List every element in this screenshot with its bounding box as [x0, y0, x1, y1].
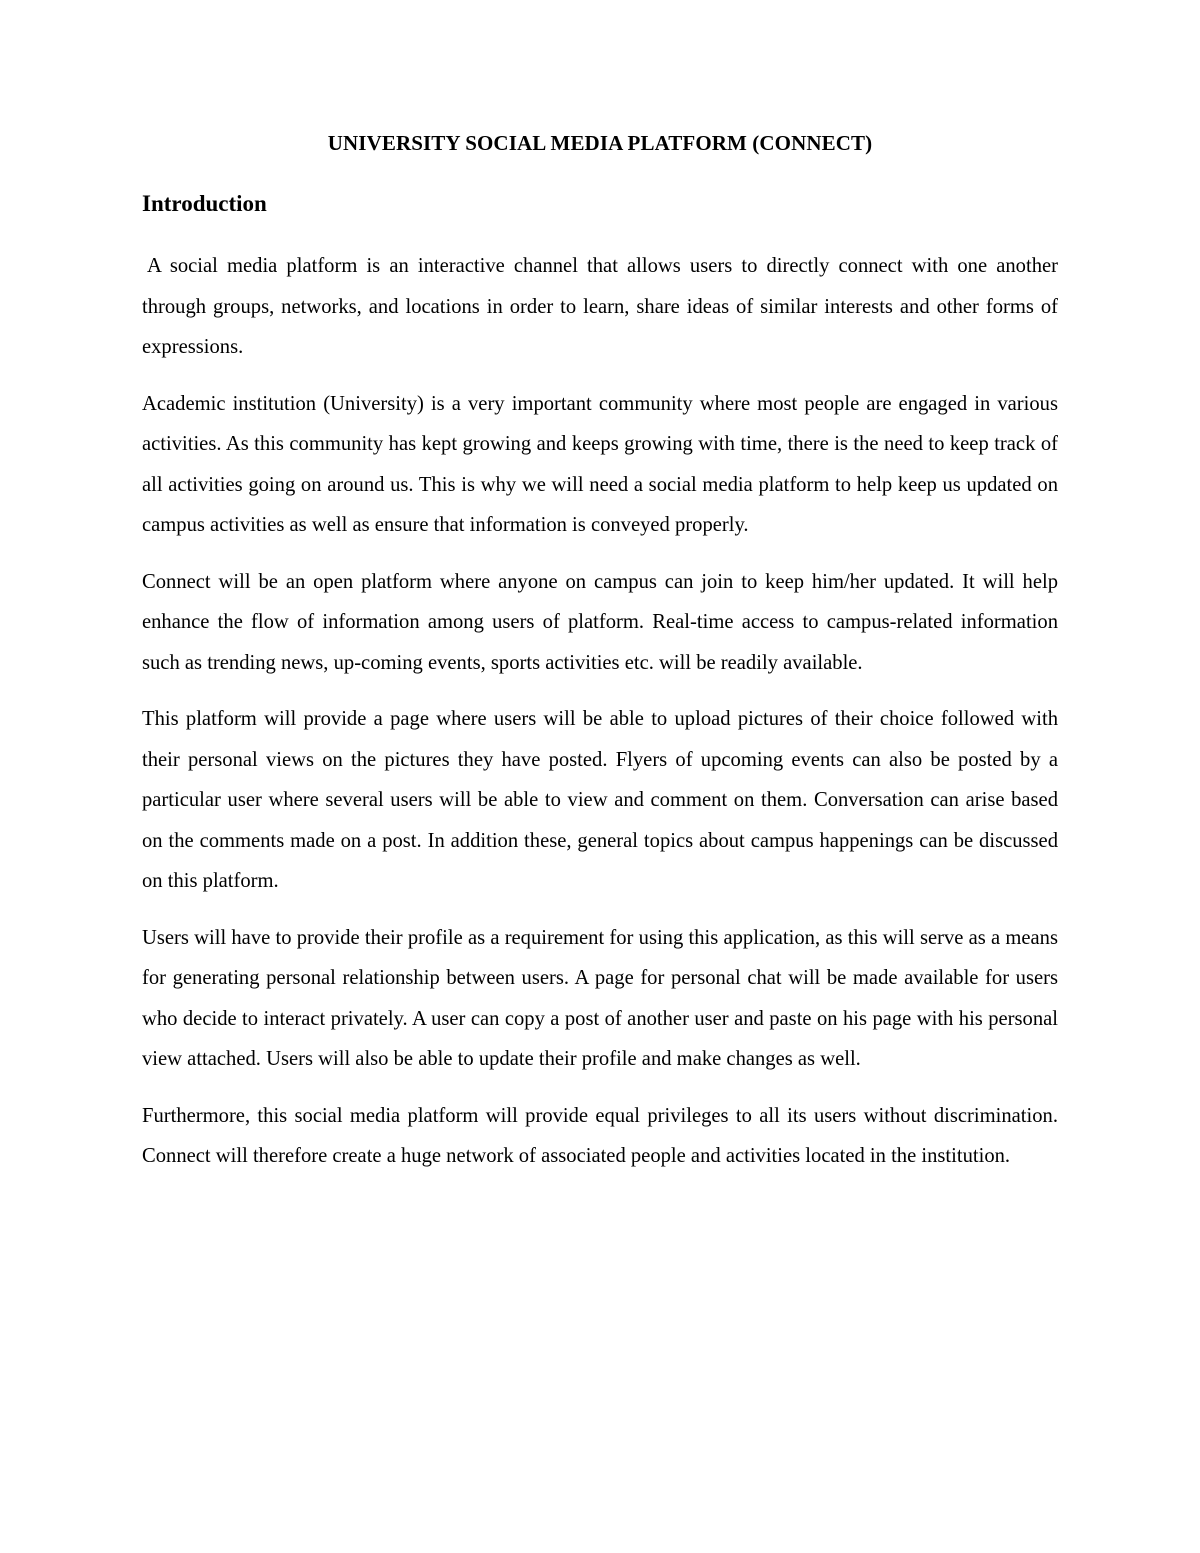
paragraph: Academic institution (University) is a very important community where most people are engaged in various activities. As this community has kept growing and keeps growing with time, there is the need to keep track of all activities going on around us. This is why we will need a social media platform to help keep us updated on campus activities as well as ensure that information is conveyed properly. — [142, 392, 1058, 536]
document-title: UNIVERSITY SOCIAL MEDIA PLATFORM (CONNECT) — [327, 131, 873, 155]
paragraph: A social media platform is an interactive channel that allows users to directly connect with one another through groups, networks, and locations in order to learn, share ideas of similar interests and other forms of expressions. — [142, 255, 1058, 358]
paragraph: Furthermore, this social media platform will provide equal privileges to all its users without discrimination. Connect will therefore create a huge network of associated people and activities located in the institution. — [142, 1104, 1058, 1167]
paragraph: This platform will provide a page where users will be able to upload pictures of their choice followed with their personal views on the pictures they have posted. Flyers of upcoming events can also be posted by a particular user where several users will be able to view and comment on them. Conversation can arise based on the comments made on a post. In addition these, general topics about campus happenings can be discussed on this platform. — [142, 708, 1058, 892]
section-heading: Introduction — [142, 191, 267, 216]
paragraph: Users will have to provide their profile as a requirement for using this application, as this will serve as a means for generating personal relationship between users. A page for personal chat will be made available for users who decide to interact privately. A user can copy a post of another user and paste on his page with his personal view attached. Users will also be able to update their profile and make changes as well. — [142, 926, 1058, 1070]
paragraph: Connect will be an open platform where anyone on campus can join to keep him/her updated. It will help enhance the flow of information among users of platform. Real-time access to campus-related information such as trending news, up-coming events, sports activities etc. will be readily available. — [142, 570, 1058, 674]
document-body — [142, 246, 1058, 1193]
